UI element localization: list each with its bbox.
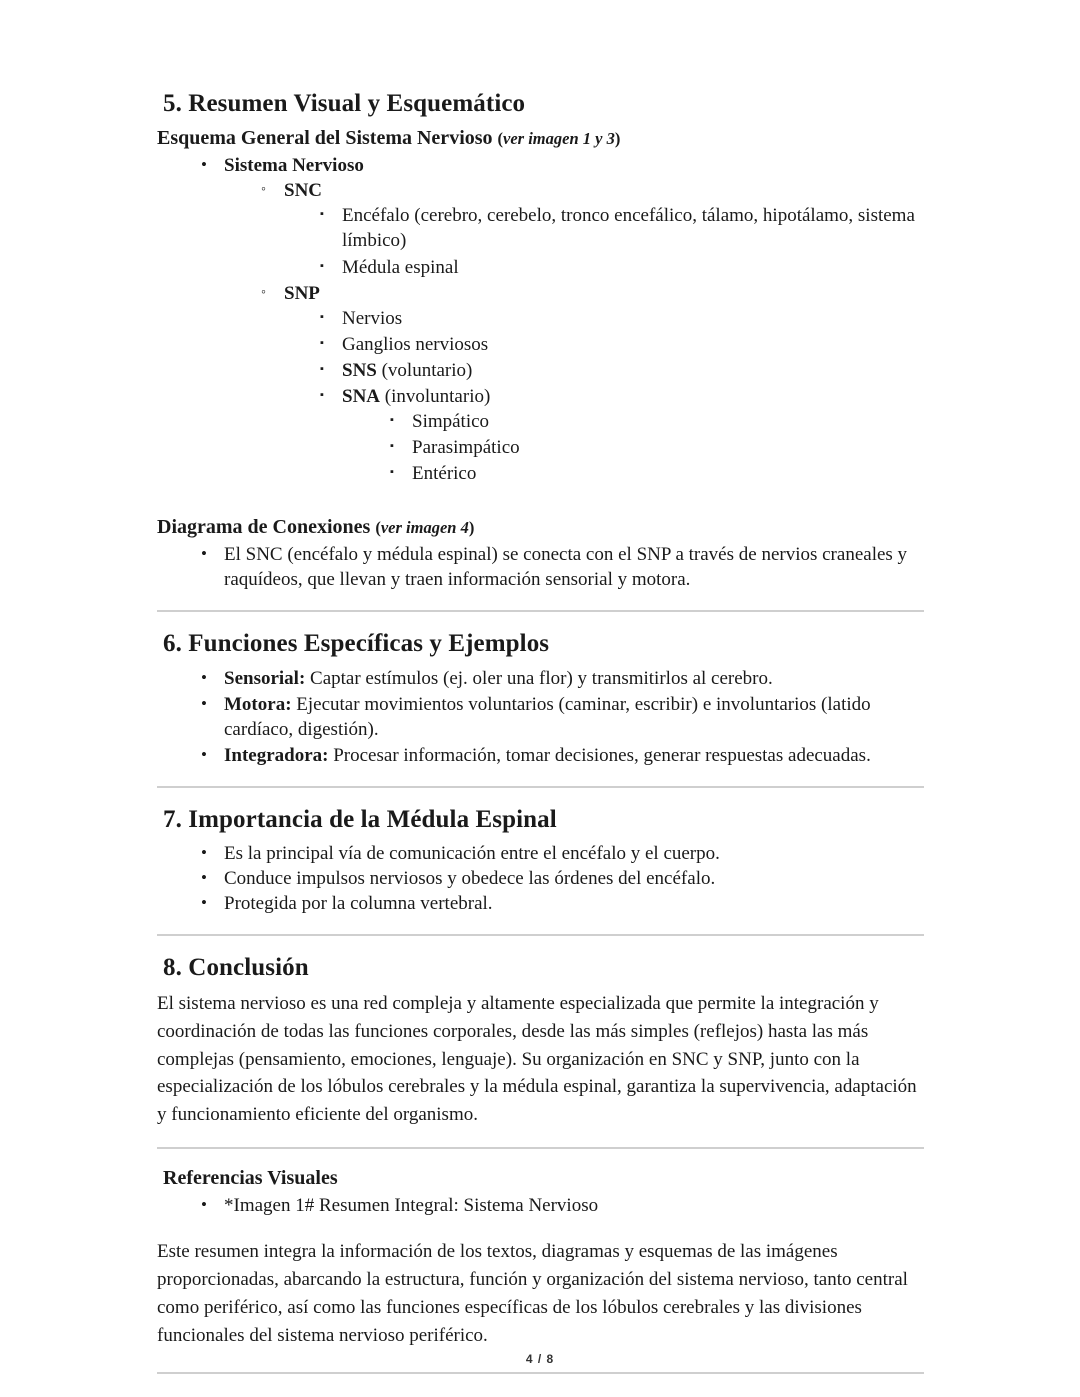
note-close-paren: ) [468,518,475,538]
section-divider [157,1147,924,1149]
note-close-paren: ) [614,129,621,149]
square-bullet-icon: ▪ [320,310,324,323]
disc-bullet-icon: • [201,693,207,713]
list-item [201,841,924,866]
section-divider [157,786,924,788]
list-item-text: Nervios [342,307,403,329]
list-item [390,409,924,434]
nervous-system-tree [201,153,924,486]
list-item [320,203,924,253]
section-divider [157,610,924,612]
list-item [390,435,924,460]
diagrama-conexiones-list [201,542,924,592]
list-item [320,358,924,383]
note-italic-text: ver imagen 1 y 3 [503,129,615,149]
square-bullet-icon: ▪ [320,362,324,375]
subheading-referencias-visuales: Referencias Visuales [163,1167,338,1190]
list-item-term: SNA [342,385,381,407]
list-item-term: Sensorial: [224,667,306,689]
note-open-paren: ( [375,518,381,538]
list-item-text: Ganglios nerviosos [342,333,489,355]
square-bullet-icon: ▪ [320,259,324,272]
conclusion-paragraph: El sistema nervioso es una red compleja y altamente especializada que permite la integración y coordinación de todas las funciones corporales, desde las más simples (reflejos) hasta las más complejas (pensamiento, emociones, lenguaje). Su organización en SNC y SNP, junto con la especialización de los lóbulos cerebrales y la médula espinal, garantiza la supervivencia, adaptación y funcionamiento eficiente del organismo. [157,992,917,1126]
note-italic-text: ver imagen 4 [380,518,469,538]
list-item-label-sistema-nervioso: Sistema Nervioso [224,155,364,177]
funciones-list [201,666,924,768]
disc-bullet-icon: • [201,667,207,687]
list-item [201,542,924,592]
list-item-text: *Imagen 1# Resumen Integral: Sistema Nervioso [224,1195,599,1217]
list-item [320,255,924,280]
list-item-text: Protegida por la columna vertebral. [224,893,493,915]
disc-bullet-icon: • [201,868,207,888]
list-item-text: (voluntario) [376,359,473,381]
list-item-text: (involuntario) [380,385,491,407]
list-item-term: Motora: [224,693,292,715]
list-item-text: Encéfalo (cerebro, cerebelo, tronco encefálico, tálamo, hipotálamo, sistema límbico) [342,205,915,252]
list-item [201,866,924,891]
section-heading-6: 6. Funciones Específicas y Ejemplos [163,630,550,658]
subheading-diagrama-conexiones-text: Diagrama de Conexiones [157,516,376,539]
list-item-label-snp: SNP [284,282,320,304]
disc-bullet-icon: • [201,1195,207,1215]
subheading-esquema-general [157,125,924,151]
disc-bullet-icon: • [201,155,207,175]
section-heading-5: 5. Resumen Visual y Esquemático [163,90,526,117]
note-open-paren: ( [497,129,504,149]
disc-bullet-icon: • [201,544,207,564]
subheading-esquema-general-note [498,129,621,148]
section-heading-8: 8. Conclusión [163,954,309,982]
square-bullet-icon: ▪ [390,466,394,479]
list-item [201,692,924,742]
list-item-term: SNS [342,359,377,381]
section-heading-7: 7. Importancia de la Médula Espinal [163,805,557,833]
circle-bullet-icon: ◦ [261,182,266,198]
list-item [320,384,924,486]
list-item-snc [261,178,924,279]
square-bullet-icon: ▪ [320,336,324,349]
list-item [201,1193,924,1218]
list-item-text: Procesar información, tomar decisiones, generar respuestas adecuadas. [328,744,871,766]
list-item [320,332,924,357]
section-divider [157,934,924,936]
subheading-diagrama-note [375,518,474,537]
list-item-text: Conduce impulsos nerviosos y obedece las órdenes del encéfalo. [224,868,716,890]
list-item-text: Parasimpático [412,437,520,459]
snc-items [320,203,924,279]
square-bullet-icon: ▪ [320,388,324,401]
section-divider [157,1372,924,1374]
list-item-text: Captar estímulos (ej. oler una flor) y transmitirlos al cerebro. [305,667,773,689]
list-item [320,306,924,331]
list-item-text: Entérico [412,463,477,485]
list-item [201,891,924,916]
list-item [201,743,924,768]
list-item [390,461,924,486]
list-item-label-snc: SNC [284,180,323,202]
referencias-list [201,1193,924,1218]
list-item-text: Ejecutar movimientos voluntarios (caminar, escribir) e involuntarios (latido cardíaco, digestión). [224,693,871,740]
list-item [201,666,924,691]
disc-bullet-icon: • [201,843,207,863]
square-bullet-icon: ▪ [390,440,394,453]
sna-subitems [390,409,924,486]
list-item-snp [261,281,924,487]
subheading-diagrama-conexiones [157,514,924,540]
list-item-term: Integradora: [224,744,329,766]
list-item-text: Es la principal vía de comunicación entre el encéfalo y el cuerpo. [224,843,720,865]
list-item-text: Simpático [412,411,490,433]
page-indicator: 4 / 8 [525,1352,555,1366]
nervous-system-branches [261,178,924,486]
list-item-sistema-nervioso [201,153,924,486]
medula-espinal-list [201,841,924,916]
page-footer [0,1352,1080,1366]
subheading-esquema-general-text: Esquema General del Sistema Nervioso [157,127,498,150]
list-item-text: Médula espinal [342,256,459,278]
square-bullet-icon: ▪ [320,208,324,221]
disc-bullet-icon: • [201,744,207,764]
disc-bullet-icon: • [201,893,207,913]
list-item-text: El SNC (encéfalo y médula espinal) se conecta con el SNP a través de nervios craneales y raquídeos, que llevan y traen información sensorial y motora. [224,544,908,591]
square-bullet-icon: ▪ [390,414,394,427]
snp-items [320,306,924,487]
closing-paragraph: Este resumen integra la información de los textos, diagramas y esquemas de las imágenes proporcionadas, abarcando la estructura, función y organización del sistema nervioso, tanto central como periférico, así como las funciones específicas de los lóbulos cerebrales y las divisiones funcionales del sistema nervioso periférico. [157,1241,908,1347]
circle-bullet-icon: ◦ [261,284,266,300]
